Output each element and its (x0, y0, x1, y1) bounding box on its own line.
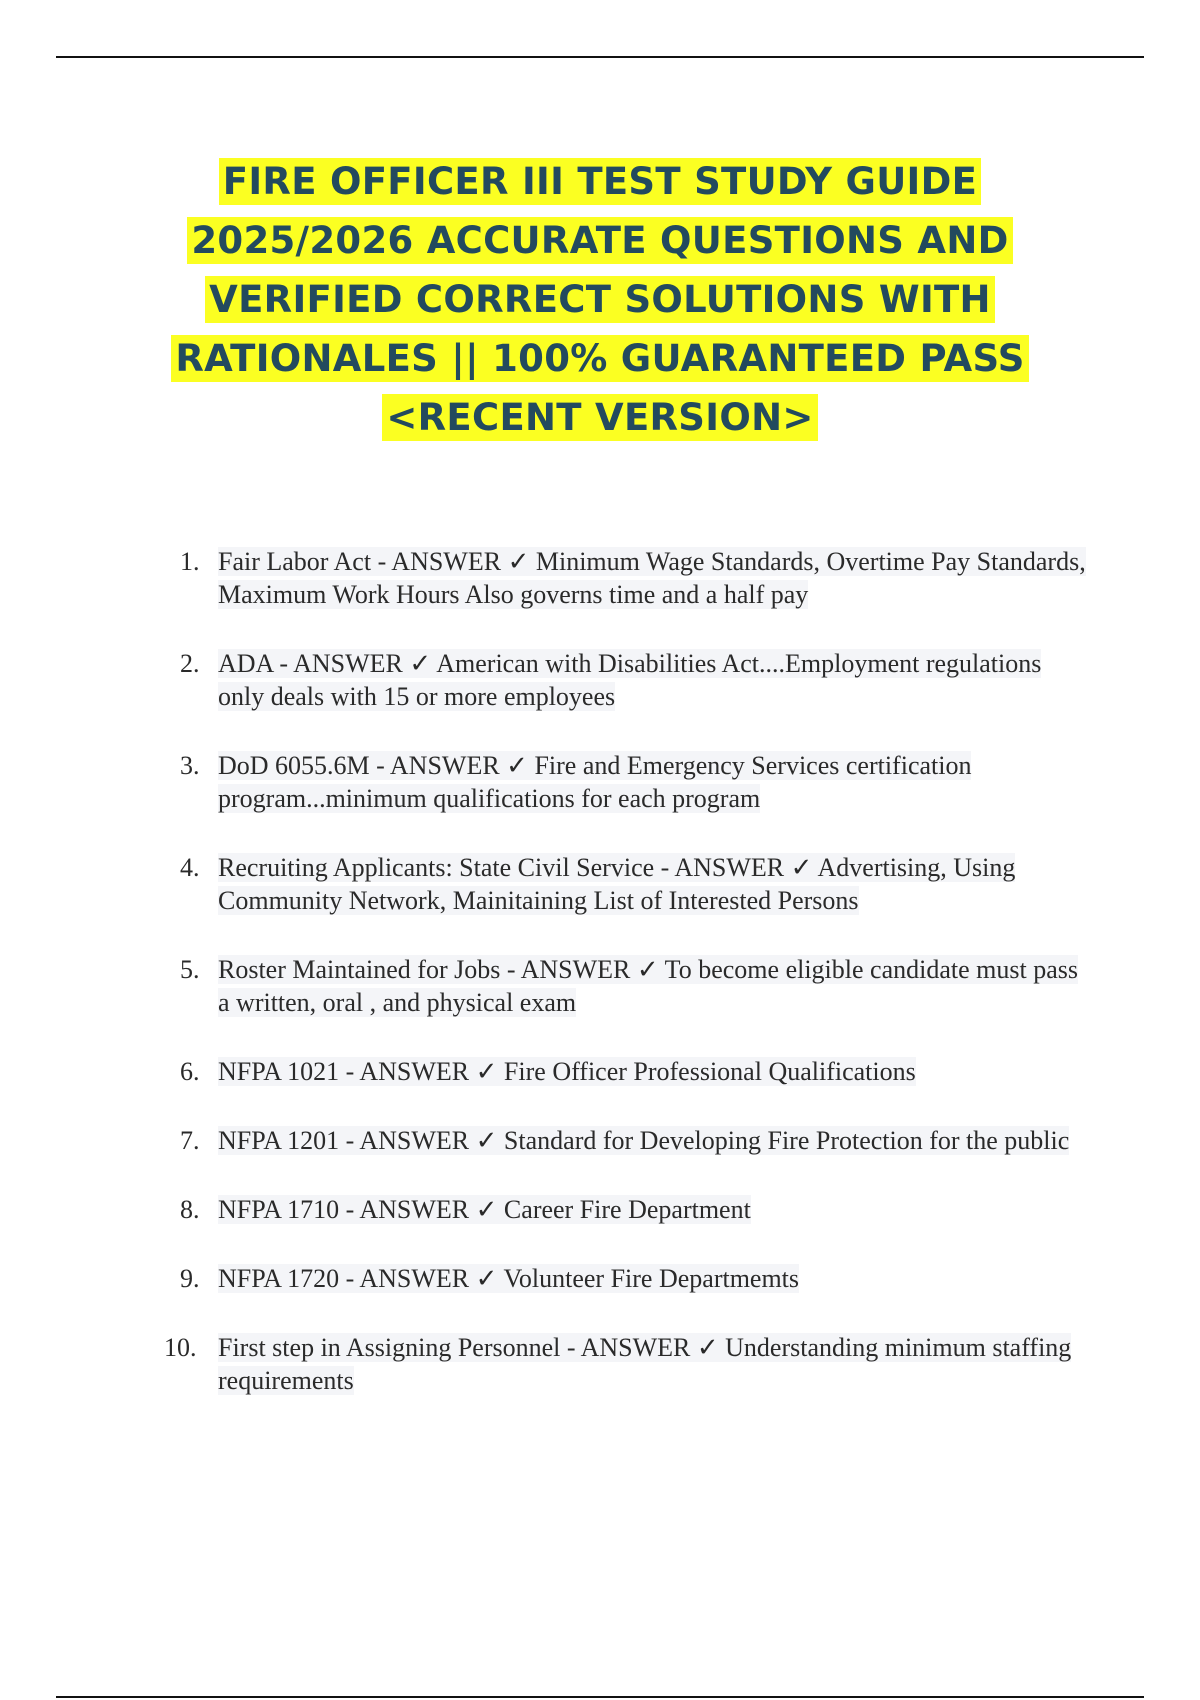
list-item (164, 749, 1094, 815)
title-line-3: VERIFIED CORRECT SOLUTIONS WITH (205, 276, 995, 323)
item-number: 7. (180, 1126, 200, 1155)
item-number: 6. (180, 1057, 200, 1086)
bottom-rule (56, 1696, 1144, 1698)
item-text: NFPA 1720 - ANSWER ✓ Volunteer Fire Departmemts (218, 1264, 800, 1293)
item-text: Fair Labor Act - ANSWER ✓ Minimum Wage Standards, Overtime Pay Standards, Maximum Work Hours Also governs time and a half pay (218, 547, 1086, 609)
question-answer-list (164, 545, 1094, 1397)
list-item (164, 647, 1094, 713)
list-item (164, 1193, 1094, 1226)
list-item (164, 545, 1094, 611)
list-item (164, 851, 1094, 917)
item-number: 5. (180, 955, 200, 984)
item-text: NFPA 1201 - ANSWER ✓ Standard for Developing Fire Protection for the public (218, 1126, 1070, 1155)
list-item (164, 953, 1094, 1019)
item-number: 10. (164, 1333, 197, 1362)
document-title (100, 152, 1100, 447)
list-item (164, 1331, 1094, 1397)
item-text: First step in Assigning Personnel - ANSWER ✓ Understanding minimum staffing requirements (218, 1333, 1072, 1395)
item-number: 9. (180, 1264, 200, 1293)
item-number: 4. (180, 853, 200, 882)
item-text: Recruiting Applicants: State Civil Service - ANSWER ✓ Advertising, Using Community Network, Mainitaining List of Interested Persons (218, 853, 1016, 915)
item-text: Roster Maintained for Jobs - ANSWER ✓ To become eligible candidate must pass a written, oral , and physical exam (218, 955, 1078, 1017)
list-item (164, 1262, 1094, 1295)
title-line-4: RATIONALES || 100% GUARANTEED PASS (171, 335, 1028, 382)
title-line-2: 2025/2026 ACCURATE QUESTIONS AND (187, 217, 1012, 264)
item-number: 8. (180, 1195, 200, 1224)
list-item (164, 1124, 1094, 1157)
item-text: ADA - ANSWER ✓ American with Disabilities Act....Employment regulations only deals with 15 or more employees (218, 649, 1042, 711)
list-item (164, 1055, 1094, 1088)
item-text: NFPA 1710 - ANSWER ✓ Career Fire Department (218, 1195, 751, 1224)
item-number: 3. (180, 751, 200, 780)
item-number: 2. (180, 649, 200, 678)
top-rule (56, 56, 1144, 58)
title-line-5: <RECENT VERSION> (382, 394, 817, 441)
item-number: 1. (180, 547, 200, 576)
title-line-1: FIRE OFFICER III TEST STUDY GUIDE (219, 158, 981, 205)
item-text: DoD 6055.6M - ANSWER ✓ Fire and Emergency Services certification program...minimum qualifications for each program (218, 751, 972, 813)
item-text: NFPA 1021 - ANSWER ✓ Fire Officer Professional Qualifications (218, 1057, 916, 1086)
